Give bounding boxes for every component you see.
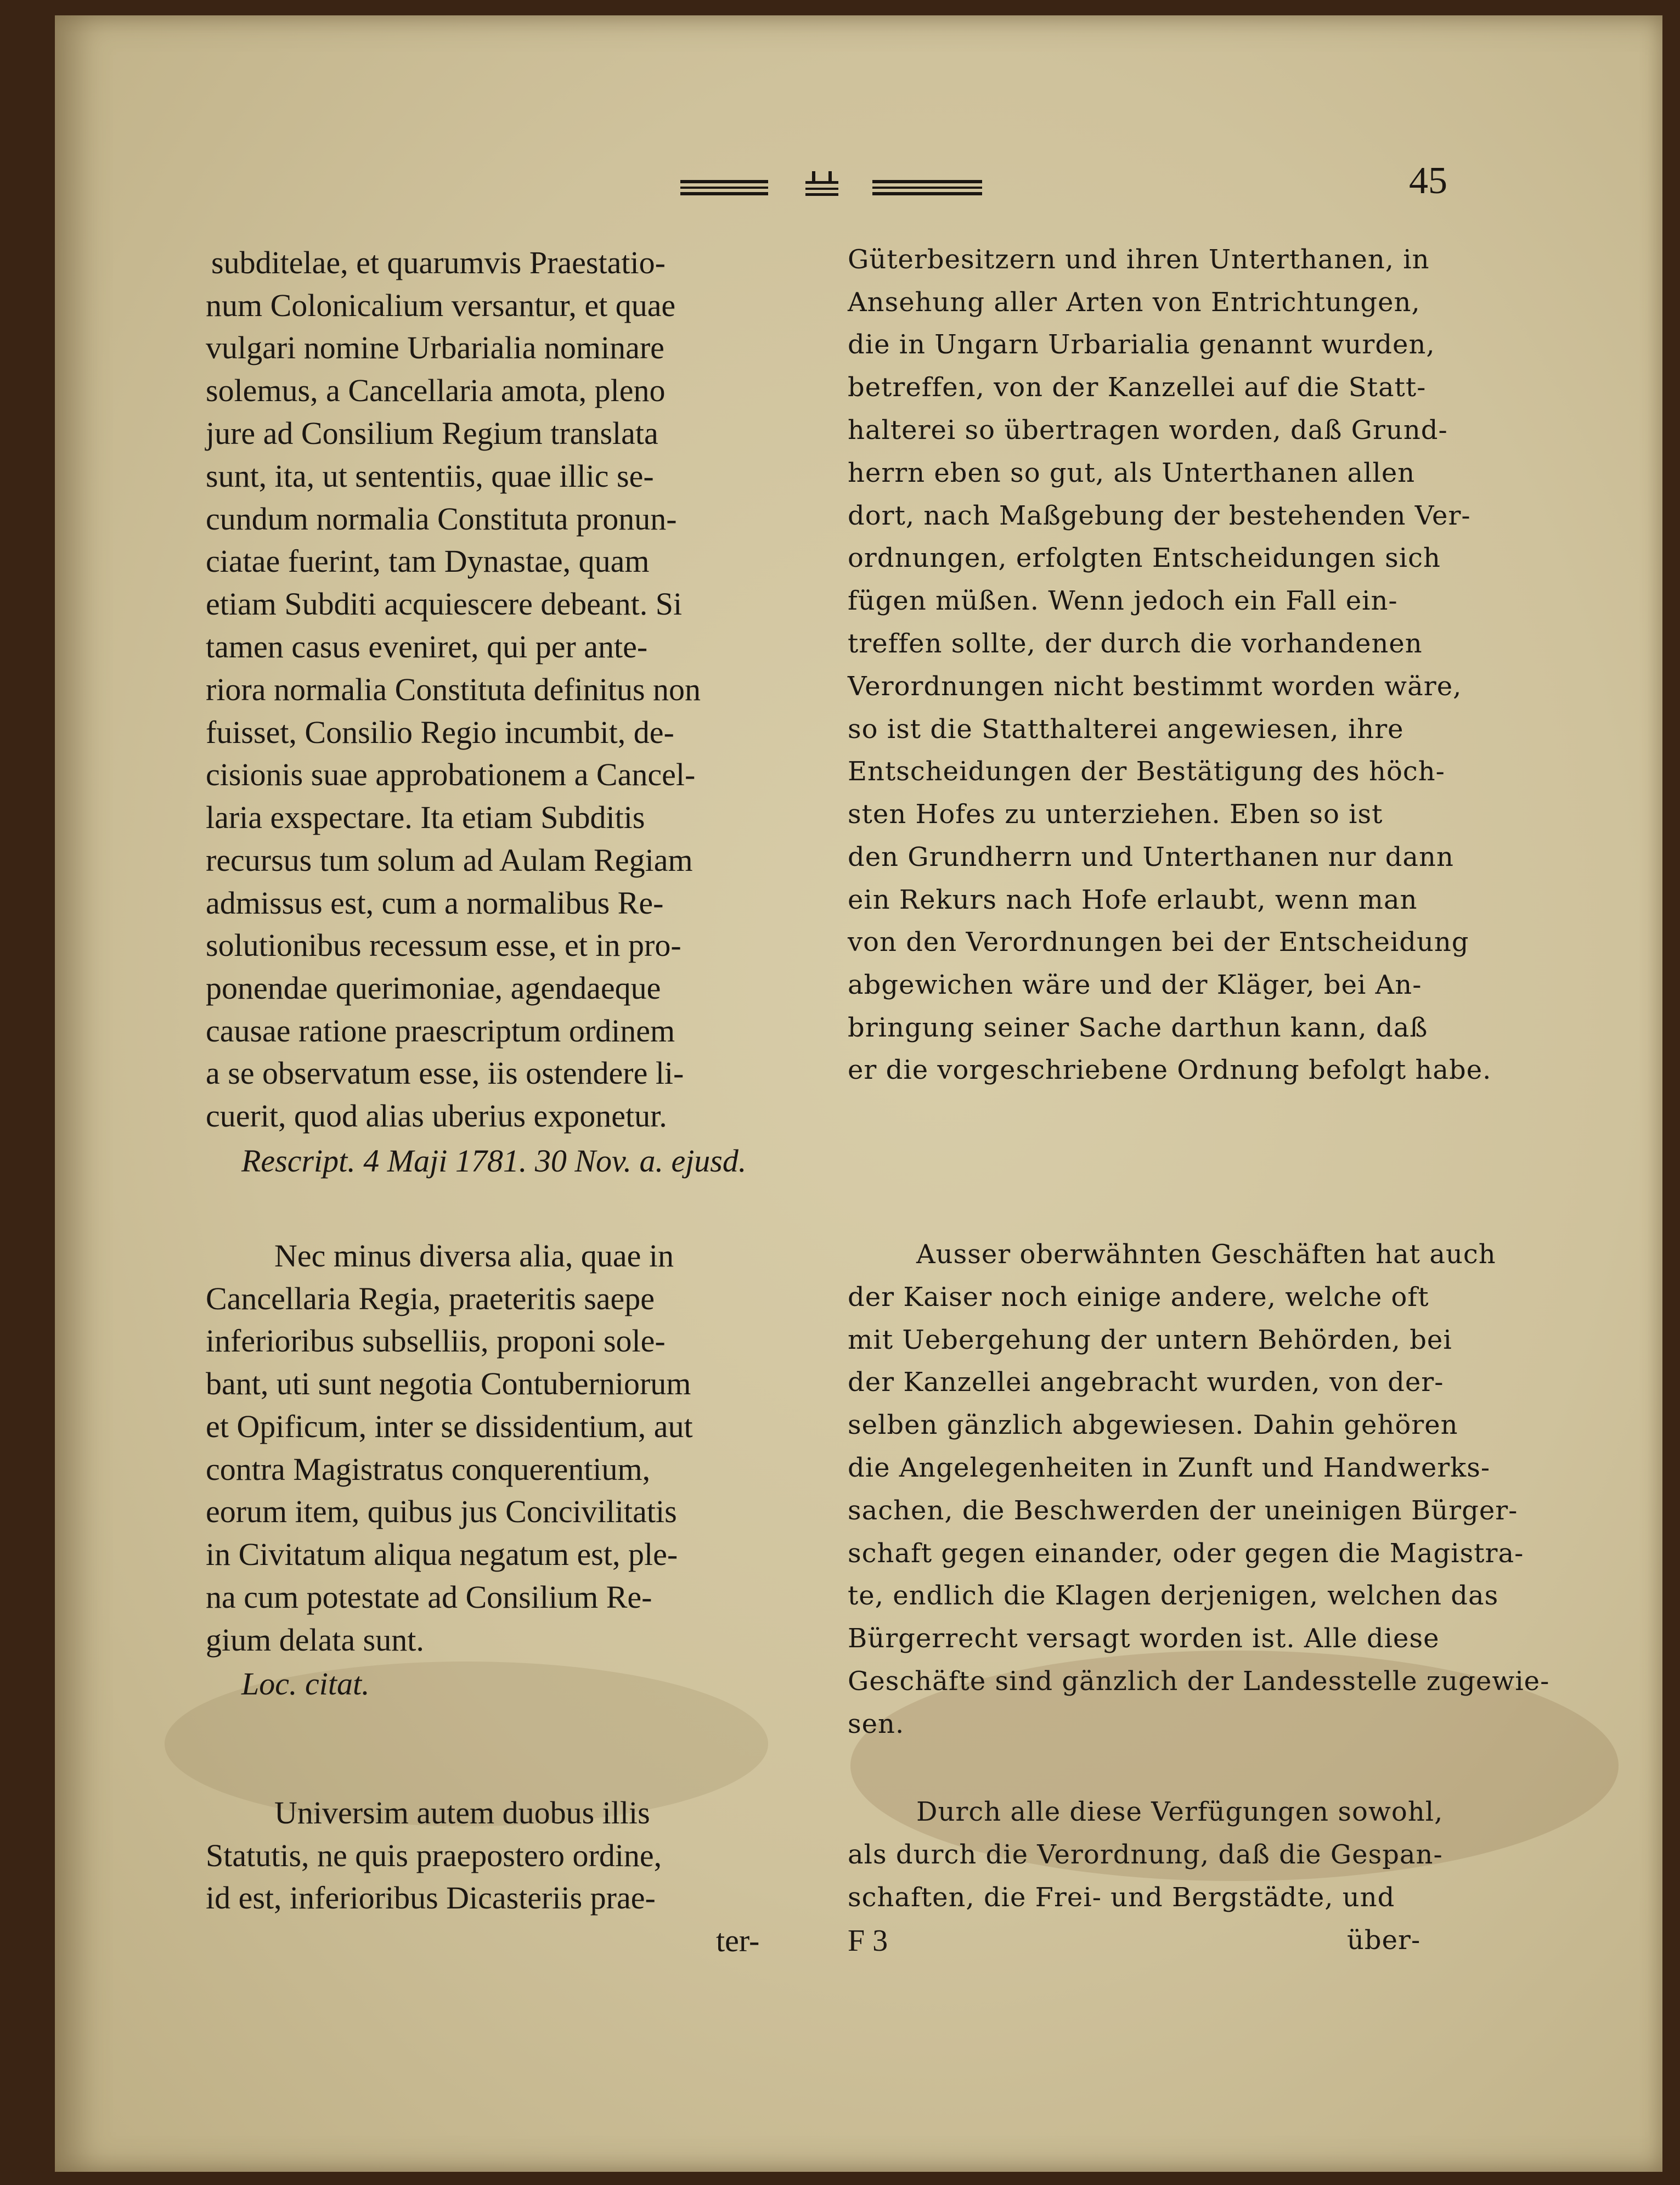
- text-line: id est, inferioribus Dicasteriis prae-: [206, 1880, 656, 1916]
- text-line: etiam Subditi acquiescere debeant. Si: [206, 586, 683, 622]
- text-line: er die vorgeschriebene Ordnung befolgt habe.: [848, 1055, 1492, 1085]
- text-line: solemus, a Cancellaria amota, pleno: [206, 373, 666, 408]
- text-line: bringung seiner Sache darthun kann, daß: [848, 1012, 1428, 1043]
- text-line: na cum potestate ad Consilium Re-: [206, 1579, 652, 1615]
- text-line: so ist die Statthalterei angewiesen, ihre: [848, 714, 1404, 745]
- text-line: in Civitatum aliqua negatum est, ple-: [206, 1536, 678, 1572]
- text-line: Ausser oberwähnten Geschäften hat auch: [916, 1239, 1496, 1270]
- text-line: sen.: [848, 1709, 905, 1739]
- text-line: num Colonicalium versantur, et quae: [206, 288, 676, 323]
- text-line: cisionis suae approbationem a Cancel-: [206, 757, 696, 792]
- text-line: sten Hofes zu unterziehen. Eben so ist: [848, 799, 1383, 830]
- text-line: Geschäfte sind gänzlich der Landesstelle zugewie-: [848, 1666, 1550, 1697]
- text-line: contra Magistratus conquerentium,: [206, 1451, 651, 1487]
- text-line: Universim autem duobus illis: [274, 1795, 650, 1831]
- text-line: ponendae querimoniae, agendaeque: [206, 970, 661, 1006]
- text-line: vulgari nomine Urbarialia nominare: [206, 330, 664, 365]
- text-line: bant, uti sunt negotia Contuberniorum: [206, 1366, 691, 1401]
- text-line: selben gänzlich abgewiesen. Dahin gehören: [848, 1410, 1458, 1440]
- text-line: Entscheidungen der Bestätigung des höch-: [848, 756, 1445, 787]
- text-line: als durch die Verordnung, daß die Gespan-: [848, 1839, 1443, 1870]
- text-line: te, endlich die Klagen derjenigen, welchen das: [848, 1580, 1499, 1611]
- catchword: ter-: [716, 1923, 760, 1958]
- text-line: der Kaiser noch einige andere, welche oft: [848, 1282, 1429, 1313]
- text-line: et Opificum, inter se dissidentium, aut: [206, 1409, 693, 1444]
- text-line: abgewichen wäre und der Kläger, bei An-: [848, 970, 1422, 1000]
- text-line: Cancellaria Regia, praeteritis saepe: [206, 1281, 655, 1316]
- text-line: Ansehung aller Arten von Entrichtungen,: [848, 287, 1420, 318]
- text-line: causae ratione praescriptum ordinem: [206, 1013, 675, 1049]
- text-line: Statutis, ne quis praepostero ordine,: [206, 1838, 662, 1873]
- text-line: Güterbesitzern und ihren Unterthanen, in: [848, 244, 1430, 275]
- text-line: cuerit, quod alias uberius exponetur.: [206, 1098, 667, 1134]
- text-line: den Grundherrn und Unterthanen nur dann: [848, 842, 1454, 872]
- text-line: die in Ungarn Urbarialia genannt wurden,: [848, 329, 1435, 360]
- citation: Rescript. 4 Maji 1781. 30 Nov. a. ejusd.: [241, 1143, 747, 1179]
- text-line: herrn eben so gut, als Unterthanen allen: [848, 458, 1416, 488]
- text-line: laria exspectare. Ita etiam Subditis: [206, 799, 645, 835]
- text-line: treffen sollte, der durch die vorhandenen: [848, 628, 1423, 659]
- text-line: Nec minus diversa alia, quae in: [274, 1238, 674, 1274]
- text-line: eorum item, quibus jus Concivilitatis: [206, 1494, 677, 1529]
- citation: Loc. citat.: [241, 1666, 370, 1702]
- text-line: riora normalia Constituta definitus non: [206, 672, 701, 707]
- text-line: mit Uebergehung der untern Behörden, bei: [848, 1325, 1452, 1355]
- text-line: schaften, die Frei- und Bergstädte, und: [848, 1882, 1395, 1913]
- text-line: dort, nach Maßgebung der bestehenden Ver-: [848, 500, 1471, 531]
- catchword: über-: [1347, 1925, 1421, 1956]
- text-line: jure ad Consilium Regium translata: [206, 415, 658, 451]
- text-line: fuisset, Consilio Regio incumbit, de-: [206, 714, 674, 750]
- text-line: der Kanzellei angebracht wurden, von der-: [848, 1367, 1444, 1398]
- text-line: sunt, ita, ut sententiis, quae illic se-: [206, 458, 654, 494]
- text-line: schaft gegen einander, oder gegen die Magistra-: [848, 1538, 1524, 1569]
- signature-mark: F 3: [848, 1924, 888, 1958]
- text-line: die Angelegenheiten in Zunft und Handwerks-: [848, 1452, 1491, 1483]
- text-line: a se observatum esse, iis ostendere li-: [206, 1055, 684, 1091]
- text-line: von den Verordnungen bei der Entscheidung: [848, 927, 1469, 958]
- text-line: ein Rekurs nach Hofe erlaubt, wenn man: [848, 885, 1418, 915]
- text-line: ordnungen, erfolgten Entscheidungen sich: [848, 543, 1441, 573]
- text-line: fügen müßen. Wenn jedoch ein Fall ein-: [848, 585, 1398, 616]
- text-line: recursus tum solum ad Aulam Regiam: [206, 842, 693, 878]
- text-line: cundum normalia Constituta pronun-: [206, 501, 677, 537]
- text-line: Bürgerrecht versagt worden ist. Alle diese: [848, 1623, 1440, 1654]
- header-ornament: [680, 165, 988, 209]
- text-line: admissus est, cum a normalibus Re-: [206, 885, 664, 921]
- text-line: gium delata sunt.: [206, 1622, 424, 1658]
- text-line: subditelae, et quarumvis Praestatio-: [211, 245, 666, 280]
- text-line: sachen, die Beschwerden der uneinigen Bürger-: [848, 1495, 1518, 1526]
- text-line: Verordnungen nicht bestimmt worden wäre,: [848, 671, 1462, 702]
- text-line: halterei so übertragen worden, daß Grund-: [848, 415, 1448, 446]
- text-line: betreffen, von der Kanzellei auf die Statt-: [848, 372, 1427, 403]
- text-line: solutionibus recessum esse, et in pro-: [206, 927, 681, 963]
- text-line: inferioribus subselliis, proponi sole-: [206, 1323, 666, 1359]
- text-line: ciatae fuerint, tam Dynastae, quam: [206, 543, 650, 579]
- page-number: 45: [1409, 160, 1447, 202]
- text-line: tamen casus eveniret, qui per ante-: [206, 629, 648, 664]
- text-line: Durch alle diese Verfügungen sowohl,: [916, 1797, 1444, 1827]
